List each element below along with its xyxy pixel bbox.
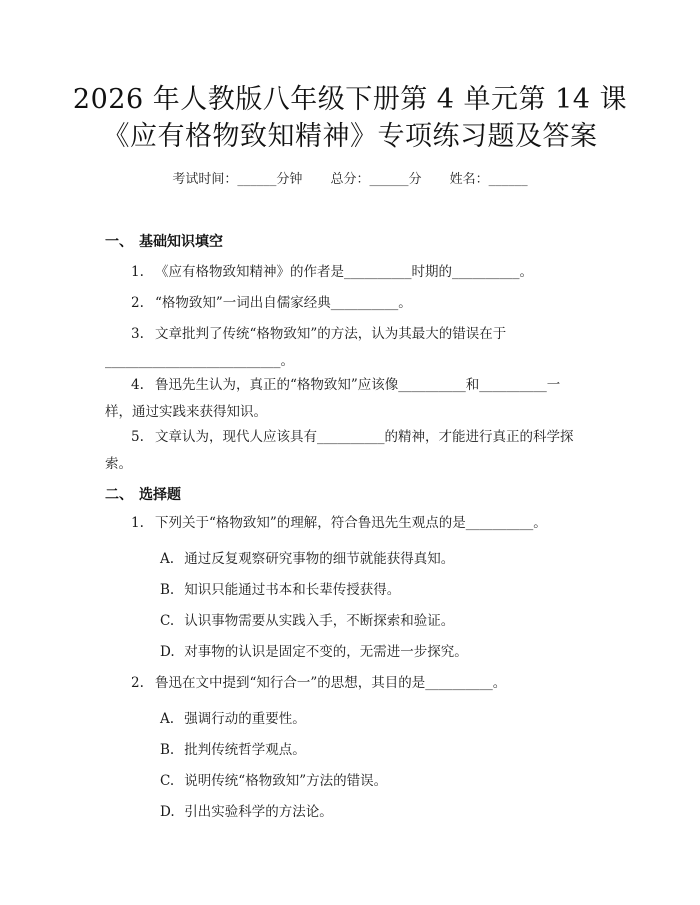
option-letter: D. <box>160 644 175 660</box>
option-item <box>160 738 306 758</box>
option-letter: C. <box>160 773 175 789</box>
option-item <box>160 578 400 598</box>
option-letter: D. <box>160 804 175 820</box>
exam-meta <box>0 168 700 187</box>
exam-name: 姓名：______ <box>449 172 528 187</box>
option-text: 通过反复观察研究事物的细节就能获得真知。 <box>184 551 455 567</box>
option-text: 认识事物需要从实践入手，不断探索和验证。 <box>184 613 455 629</box>
question-text: 文章认为，现代人应该具有__________的精神，才能进行真正的科学探 <box>155 429 574 445</box>
question-item <box>105 372 595 426</box>
option-letter: A. <box>160 551 175 567</box>
title-line-1: 2026 年人教版八年级下册第 4 单元第 14 课 <box>72 84 628 115</box>
exam-time: 考试时间：______分钟 <box>172 172 303 187</box>
question-text: “格物致知”一词出自儒家经典__________。 <box>155 295 412 311</box>
option-letter: A. <box>160 711 175 727</box>
option-text: 说明传统“格物致知”方法的错误。 <box>184 773 388 789</box>
section-number: 二、 <box>105 487 133 503</box>
question-text: 鲁迅先生认为，真正的“格物致知”应该像__________和__________一 <box>155 377 561 393</box>
question-text: 《应有格物致知精神》的作者是__________时期的__________。 <box>155 264 533 280</box>
question-number: 1. <box>131 515 144 531</box>
question-item <box>105 510 595 537</box>
question-item <box>105 259 595 286</box>
question-number: 4. <box>131 377 144 393</box>
question-text-continued: 索。 <box>105 456 132 472</box>
section-heading-2 <box>105 484 181 504</box>
question-item <box>105 424 595 478</box>
option-item <box>160 547 454 567</box>
option-text: 知识只能通过书本和长辈传授获得。 <box>184 582 401 598</box>
section-number: 一、 <box>105 234 133 250</box>
option-text: 引出实验科学的方法论。 <box>184 804 333 820</box>
section-heading-1 <box>105 231 223 251</box>
option-text: 强调行动的重要性。 <box>184 711 306 727</box>
section-title: 基础知识填空 <box>139 234 223 250</box>
option-letter: B. <box>160 582 175 598</box>
question-number: 5. <box>131 429 144 445</box>
question-number: 1. <box>131 264 144 280</box>
option-letter: C. <box>160 613 175 629</box>
section-title: 选择题 <box>139 487 181 503</box>
question-text: 文章批判了传统“格物致知”的方法，认为其最大的错误在于 <box>155 326 507 342</box>
question-number: 2. <box>131 295 144 311</box>
question-item <box>105 321 595 375</box>
question-number: 2. <box>131 675 144 691</box>
option-item <box>160 640 468 660</box>
title-line-2: 《应有格物致知精神》专项练习题及答案 <box>102 121 598 152</box>
question-text-continued: __________________________。 <box>105 353 294 369</box>
question-item <box>105 290 595 317</box>
question-item <box>105 670 595 697</box>
option-text: 批判传统哲学观点。 <box>184 742 306 758</box>
question-text-continued: 样，通过实践来获得知识。 <box>105 404 267 420</box>
exam-score: 总分：______分 <box>330 172 422 187</box>
option-item <box>160 707 306 727</box>
option-item <box>160 769 387 789</box>
option-letter: B. <box>160 742 175 758</box>
question-number: 3. <box>131 326 144 342</box>
option-item <box>160 609 454 629</box>
option-text: 对事物的认识是固定不变的，无需进一步探究。 <box>184 644 468 660</box>
question-text: 下列关于“格物致知”的理解，符合鲁迅先生观点的是__________。 <box>155 515 547 531</box>
option-item <box>160 800 333 820</box>
question-text: 鲁迅在文中提到“知行合一”的思想，其目的是__________。 <box>155 675 507 691</box>
